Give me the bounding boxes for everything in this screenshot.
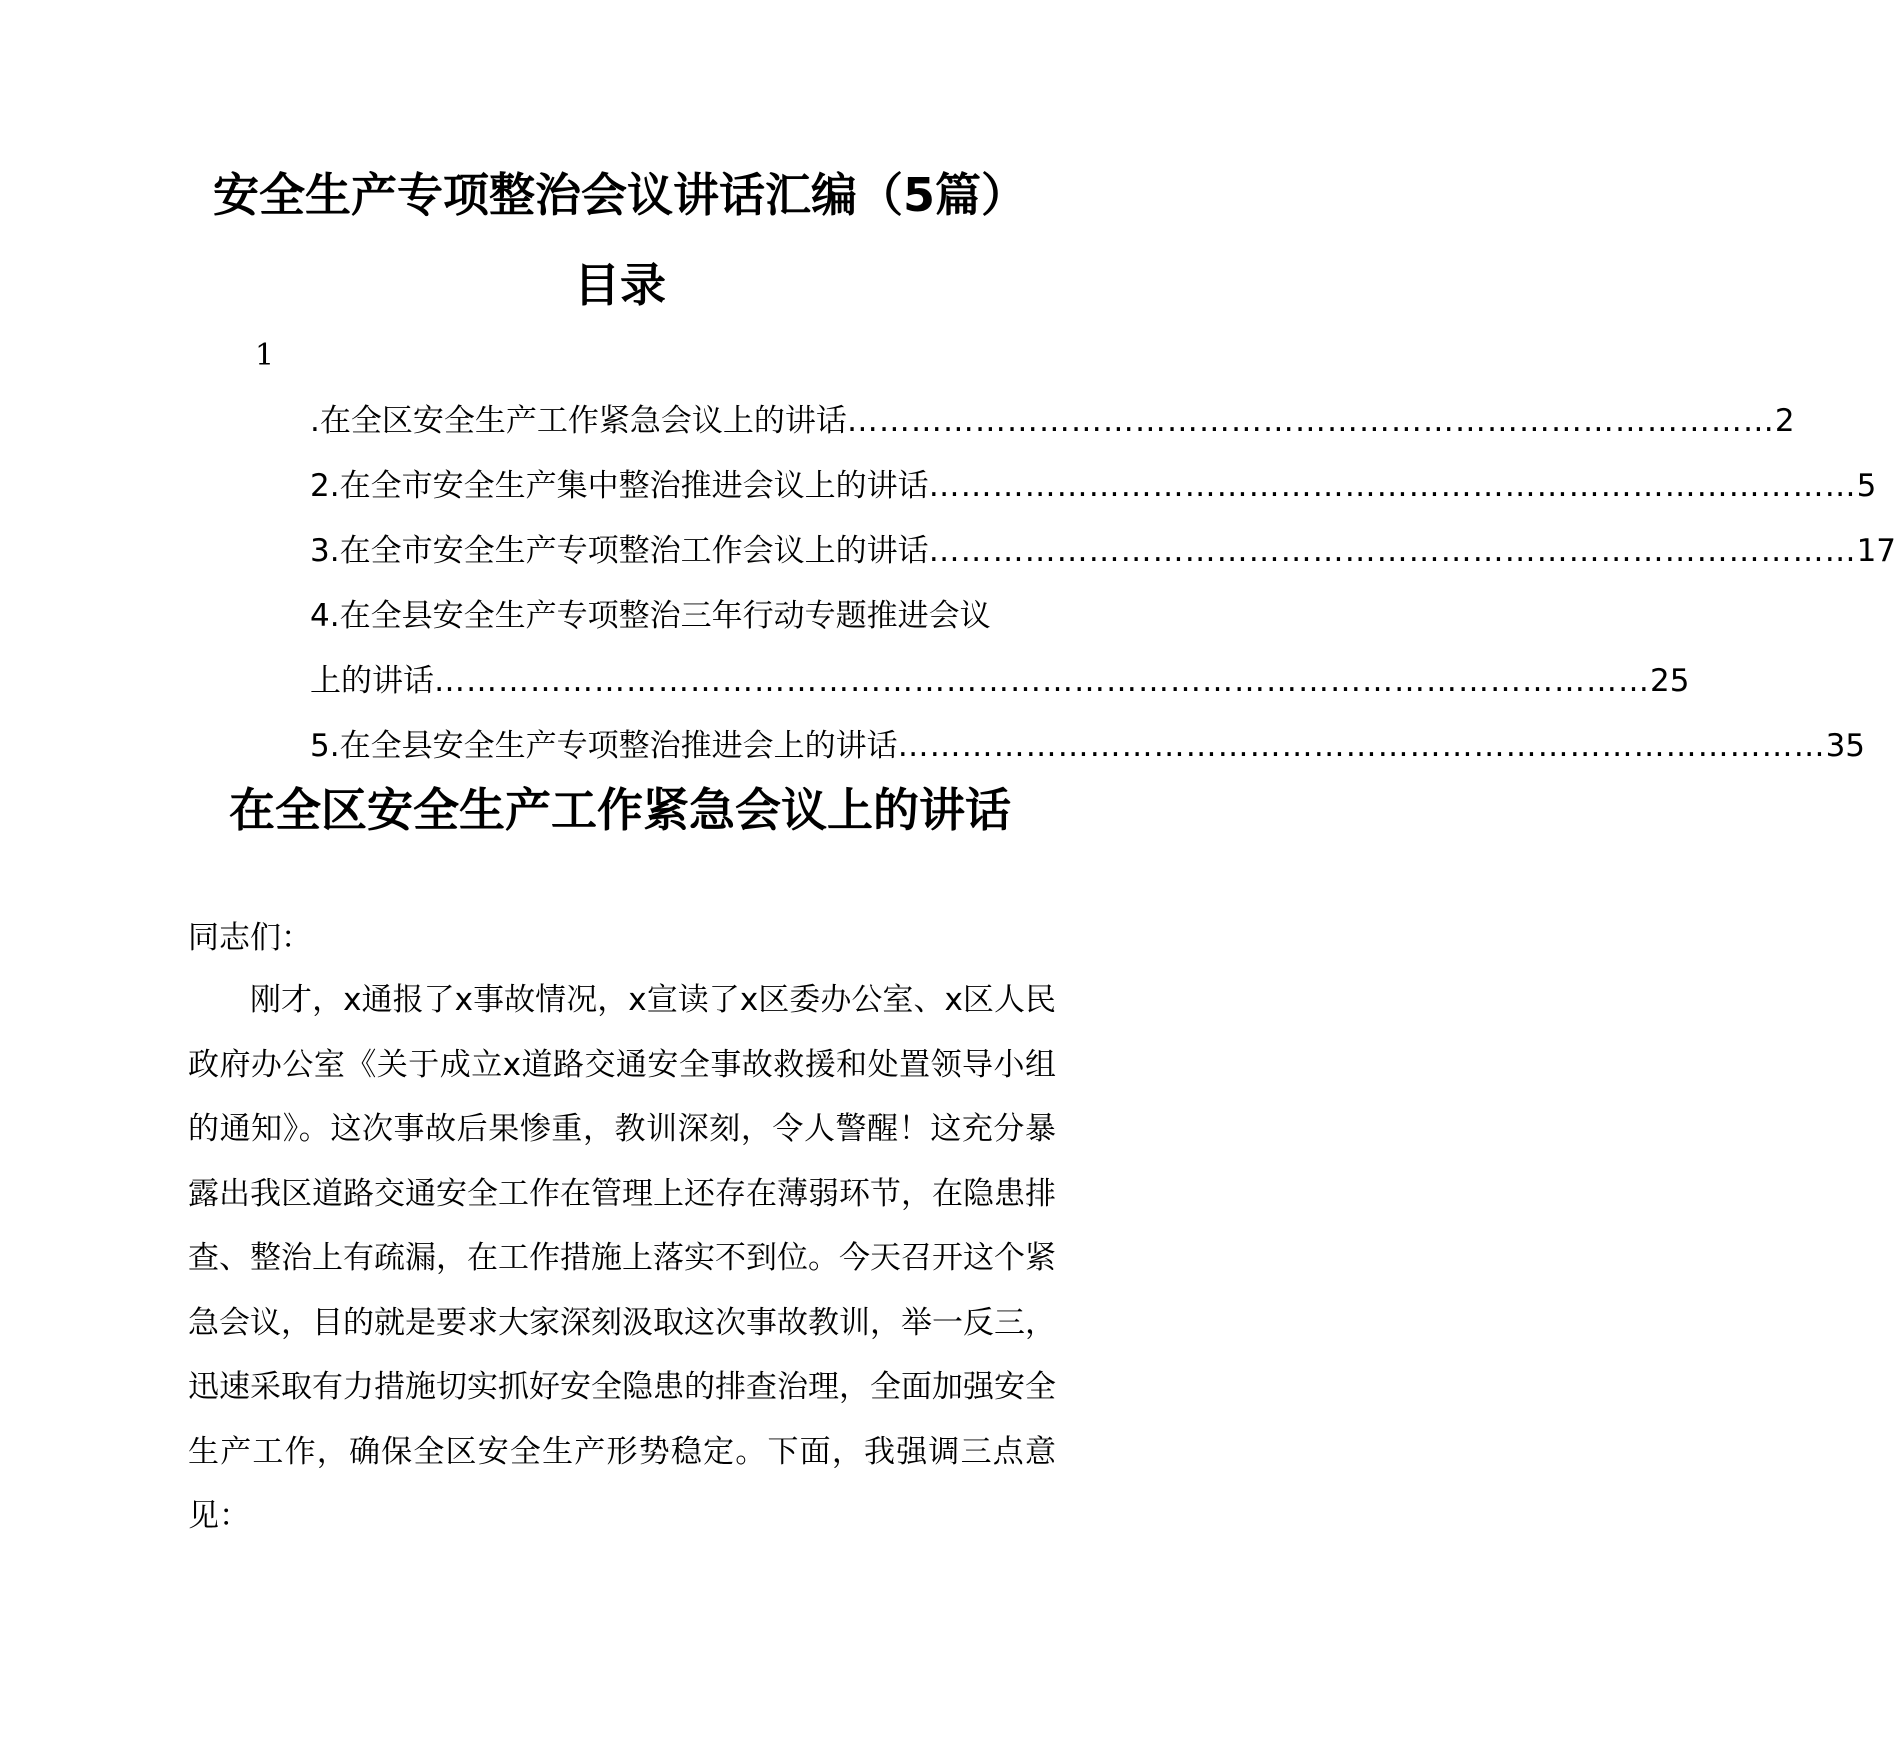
toc-entry-text: 上的讲话 [310, 663, 434, 699]
toc-entry-text: .在全区安全生产工作紧急会议上的讲话 [310, 403, 847, 439]
toc-entry-text: 5.在全县安全生产专项整治推进会上的讲话 [310, 728, 898, 764]
toc-entry-text: 3.在全市安全生产专项整治工作会议上的讲话 [310, 533, 929, 569]
toc-leader-dots: …………………………………………………………………………………………………… [434, 663, 1650, 699]
toc-entry[interactable] [310, 519, 1896, 584]
toc-entry[interactable] [310, 714, 1866, 779]
toc-entry-text: 4.在全县安全生产专项整治三年行动专题推进会议 [310, 598, 991, 634]
toc-entry-page: 5 [1856, 468, 1877, 504]
table-of-contents [310, 389, 1896, 779]
toc-entry-page: 17 [1856, 533, 1896, 569]
toc-entry[interactable] [310, 649, 1690, 714]
salutation: 同志们： [188, 920, 312, 956]
body-paragraph: 刚才，x通报了x事故情况，x宣读了x区委办公室、x区人民政府办公室《关于成立x道路交通安全事故救援和处置领导小组的通知》。这次事故后果惨重，教训深刻，令人警醒！这充分暴露出我区道路交通安全工作在管理上还存在薄弱环节，在隐患排查、整治上有疏漏，在工作措施上落实不到位。今天召开这个紧急会议，目的就是要求大家深刻汲取这次事故教训，举一反三，迅速采取有力措施切实抓好安全隐患的排查治理，全面加强安全生产工作，确保全区安全生产形势稳定。下面，我强调三点意见： [188, 982, 1056, 1534]
section-title: 在全区安全生产工作紧急会议上的讲话 [229, 783, 1011, 837]
toc-marker: 1 [255, 338, 275, 373]
toc-entry-page: 2 [1774, 403, 1795, 439]
document-title: 安全生产专项整治会议讲话汇编（5篇） [212, 168, 1027, 222]
toc-entry[interactable] [310, 454, 1877, 519]
toc-entry-page: 25 [1650, 663, 1690, 699]
toc-entry[interactable] [310, 584, 1050, 649]
toc-leader-dots: …………………………………………………………………………… [928, 533, 1857, 569]
toc-leader-dots: …………………………………………………………………………… [897, 728, 1826, 764]
toc-leader-dots: …………………………………………………………………………… [846, 403, 1775, 439]
toc-leader-dots: …………………………………………………………………………… [928, 468, 1857, 504]
toc-entry-page: 35 [1825, 728, 1866, 764]
toc-heading: 目录 [574, 258, 666, 312]
toc-entry-text: 2.在全市安全生产集中整治推进会议上的讲话 [310, 468, 929, 504]
toc-entry[interactable] [310, 389, 1795, 454]
